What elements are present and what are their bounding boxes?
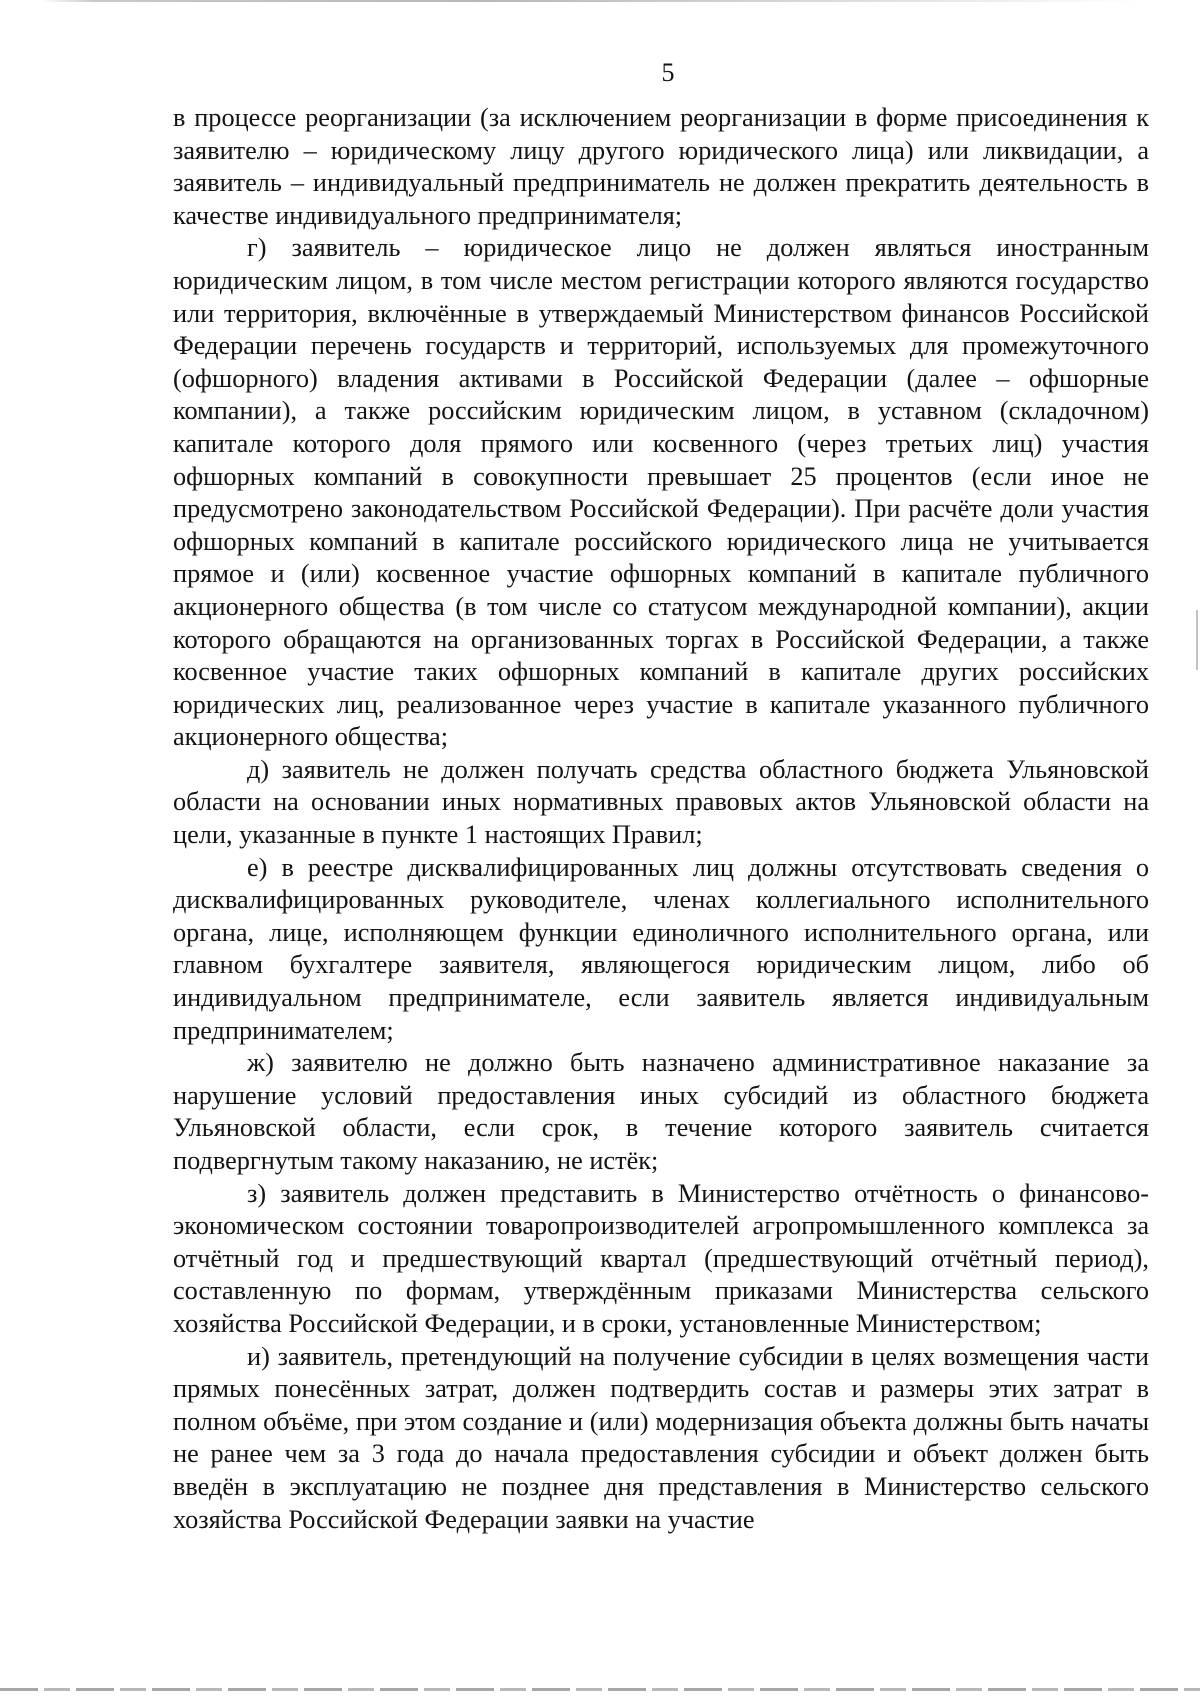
- page-number: 5: [661, 58, 675, 87]
- scan-edge-top: [40, 0, 1140, 2]
- document-body: [173, 102, 1149, 1536]
- scan-edge-right: [1196, 610, 1198, 670]
- paragraph-item-i: и) заявитель, претендующий на получение субсидии в целях возмещения части прямых понесённых затрат, должен подтвердить состав и размеры этих затрат в полном объёме, при этом создание и (или) модернизация объекта должны быть начаты не ранее чем за 3 года до начала предоставления субсидии и объект должен быть введён в эксплуатацию не позднее дня представления в Министерство сельского хозяйства Российской Федерации заявки на участие: [173, 1341, 1149, 1534]
- scan-edge-bottom: [0, 1688, 1200, 1691]
- paragraph-item-g: г) заявитель – юридическое лицо не должен являться иностранным юридическим лицом, в том числе местом регистрации которого являются государство или территория, включённые в утверждаемый Министерством финансов Российской Федерации перечень государств и территорий, используемых для промежуточного (офшорного) владения активами в Российской Федерации (далее – офшорные компании), а также российским юридическим лицом, в уставном (складочном) капитале которого доля прямого или косвенного (через третьих лиц) участия офшорных компаний в совокупности превышает 25 процентов (если иное не предусмотрено законодательством Российской Федерации). При расчёте доли участия офшорных компаний в капитале российского юридического лица не учитывается прямое и (или) косвенное участие офшорных компаний в капитале публичного акционерного общества (в том числе со статусом международной компании), акции которого обращаются на организованных торгах в Российской Федерации, а также косвенное участие таких офшорных компаний в капитале других российских юридических лиц, реализованное через участие в капитале указанного публичного акционерного общества;: [173, 233, 1149, 752]
- paragraph-item-d: д) заявитель не должен получать средства областного бюджета Ульяновской области на основании иных нормативных правовых актов Ульяновской области на цели, указанные в пункте 1 настоящих Правил;: [173, 754, 1149, 850]
- paragraph-item-e: е) в реестре дисквалифицированных лиц должны отсутствовать сведения о дисквалифицированных руководителе, членах коллегиального исполнительного органа, лице, исполняющем функции единоличного исполнительного органа, или главном бухгалтере заявителя, являющегося юридическим лицом, либо об индивидуальном предпринимателе, если заявитель является индивидуальным предпринимателем;: [173, 852, 1149, 1045]
- paragraph-item-zh: ж) заявителю не должно быть назначено административное наказание за нарушение условий предоставления иных субсидий из областного бюджета Ульяновской области, если срок, в течение которого заявитель считается подвергнутым такому наказанию, не истёк;: [173, 1048, 1149, 1175]
- paragraph-item-z: з) заявитель должен представить в Министерство отчётность о финансово-экономическом состоянии товаропроизводителей агропромышленного комплекса за отчётный год и предшествующий квартал (предшествующий отчётный период), составленную по формам, утверждённым приказами Министерства сельского хозяйства Российской Федерации, и в сроки, установленные Министерством;: [173, 1178, 1149, 1338]
- paragraph-continuation: в процессе реорганизации (за исключением реорганизации в форме присоединения к заявителю – юридическому лицу другого юридического лица) или ликвидации, а заявитель – индивидуальный предприниматель не должен прекратить деятельность в качестве индивидуального предпринимателя;: [173, 103, 1149, 230]
